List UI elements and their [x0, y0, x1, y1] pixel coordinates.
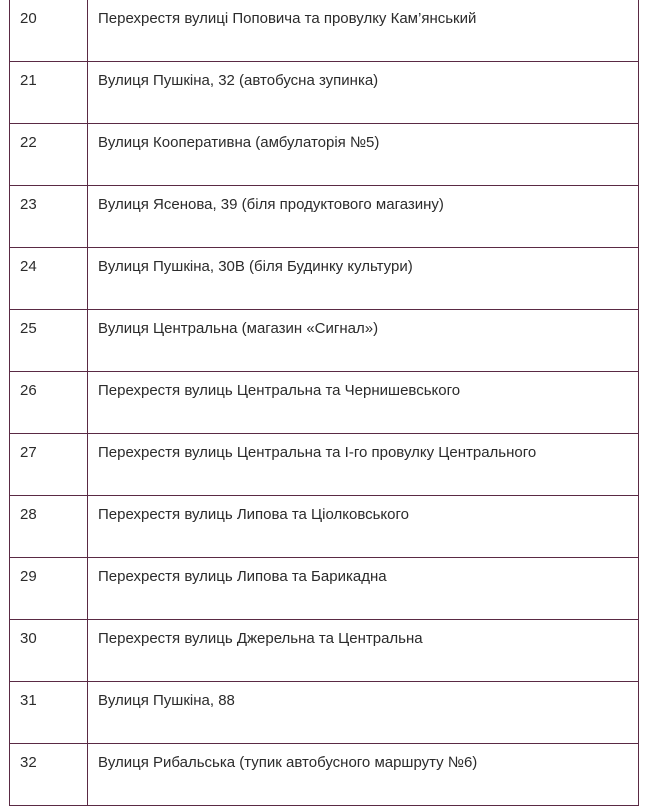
row-location: Вулиця Центральна (магазин «Сигнал») [88, 310, 639, 372]
table-row [10, 310, 639, 372]
table-row [10, 620, 639, 682]
row-location: Перехрестя вулиць Липова та Барикадна [88, 558, 639, 620]
row-number: 29 [10, 558, 88, 620]
row-location: Перехрестя вулиць Липова та Ціолковського [88, 496, 639, 558]
row-number: 22 [10, 124, 88, 186]
stops-table-body [10, 0, 639, 806]
row-location: Вулиця Пушкіна, 88 [88, 682, 639, 744]
row-number: 23 [10, 186, 88, 248]
table-row [10, 124, 639, 186]
row-location: Перехрестя вулиць Центральна та Чернишевського [88, 372, 639, 434]
row-location: Перехрестя вулиці Поповича та провулку Кам’янський [88, 0, 639, 62]
table-row [10, 186, 639, 248]
table-row [10, 558, 639, 620]
row-number: 32 [10, 744, 88, 806]
row-location: Вулиця Рибальська (тупик автобусного маршруту №6) [88, 744, 639, 806]
table-row [10, 434, 639, 496]
row-number: 20 [10, 0, 88, 62]
row-location: Вулиця Ясенова, 39 (біля продуктового магазину) [88, 186, 639, 248]
row-number: 27 [10, 434, 88, 496]
row-location: Вулиця Кооперативна (амбулаторія №5) [88, 124, 639, 186]
table-row [10, 744, 639, 806]
table-row [10, 62, 639, 124]
row-location: Перехрестя вулиць Центральна та І-го провулку Центрального [88, 434, 639, 496]
row-location: Вулиця Пушкіна, 30В (біля Будинку культури) [88, 248, 639, 310]
table-row [10, 372, 639, 434]
row-number: 31 [10, 682, 88, 744]
row-location: Вулиця Пушкіна, 32 (автобусна зупинка) [88, 62, 639, 124]
row-number: 28 [10, 496, 88, 558]
table-row [10, 0, 639, 62]
row-number: 25 [10, 310, 88, 372]
row-location: Перехрестя вулиць Джерельна та Центральна [88, 620, 639, 682]
table-row [10, 496, 639, 558]
row-number: 26 [10, 372, 88, 434]
table-row [10, 682, 639, 744]
stops-table-container [9, 0, 638, 806]
row-number: 21 [10, 62, 88, 124]
stops-table [9, 0, 639, 806]
row-number: 30 [10, 620, 88, 682]
row-number: 24 [10, 248, 88, 310]
table-row [10, 248, 639, 310]
